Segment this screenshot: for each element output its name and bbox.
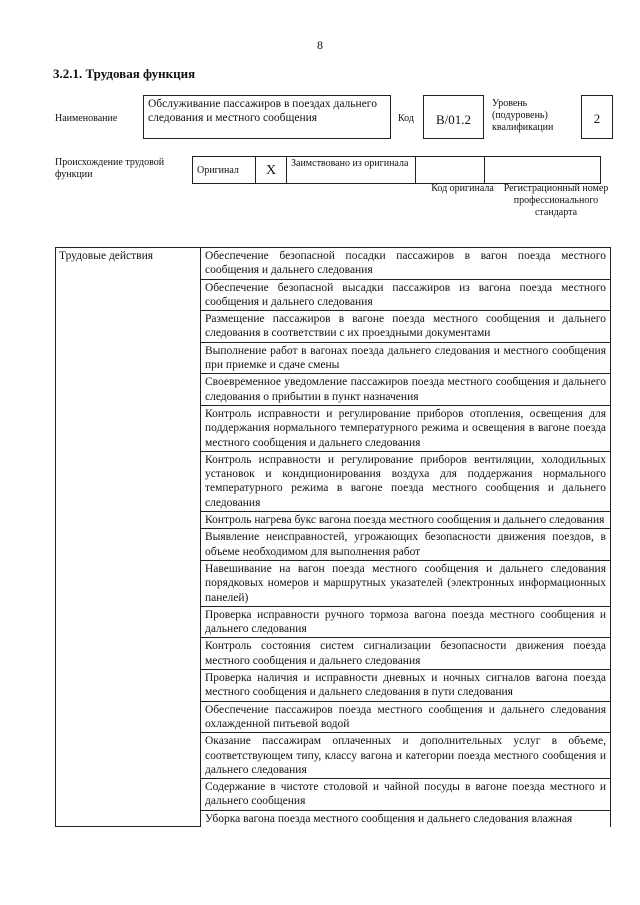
- code-box: [423, 95, 484, 139]
- action-item: Выявление неисправностей, угрожающих безопасности движения поездов, в объеме необходимом для выполнения работ: [201, 529, 611, 561]
- function-name-value: Обслуживание пассажиров в поездах дальнего следования и местного сообщения: [148, 98, 377, 124]
- action-item: Контроль состояния систем сигнализации безопасности движения поезда местного сообщения и дальнего следования: [201, 638, 611, 670]
- level-label: [492, 98, 553, 134]
- action-item: Контроль исправности и регулирование приборов отопления, освещения для поддержания нормального температурного режима и освещения в вагоне поезда местного сообщения и дальнего следования: [201, 405, 611, 451]
- level-label-line-3: квалификации: [492, 122, 554, 133]
- section-title: 3.2.1. Трудовая функция: [53, 66, 196, 81]
- action-row: [56, 248, 611, 280]
- action-item: Обеспечение безопасной посадки пассажиров в вагон поезда местного сообщения и дальнего следования: [201, 248, 611, 280]
- action-item: Выполнение работ в вагонах поезда дальнего следования и местного сообщения при приемке и сдаче смены: [201, 342, 611, 374]
- code-of-original-caption: Код оригинала: [431, 183, 494, 194]
- function-name-box: [143, 95, 391, 139]
- action-item: Контроль нагрева букс вагона поезда местного сообщения и дальнего следования: [201, 512, 611, 529]
- action-item: Проверка исправности ручного тормоза вагона поезда местного сообщения и дальнего следования: [201, 606, 611, 638]
- action-item: Размещение пассажиров в вагоне поезда местного сообщения и дальнего следования в соответствии с их проездными документами: [201, 311, 611, 343]
- level-value: 2: [593, 111, 601, 126]
- registration-number-cell: [485, 157, 601, 184]
- action-item: Уборка вагона поезда местного сообщения и дальнего следования влажная: [201, 810, 611, 827]
- level-label-line-2: (подуровень): [492, 110, 548, 121]
- code-value: В/01.2: [435, 112, 472, 127]
- original-cell: Оригинал: [193, 157, 256, 184]
- action-item: Обеспечение пассажиров поезда местного сообщения и дальнего следования охлажденной питьевой водой: [201, 701, 611, 733]
- origin-label-line-2: функции: [55, 169, 93, 180]
- origin-label: [55, 157, 164, 181]
- original-mark: X: [256, 157, 287, 184]
- origin-table: [192, 156, 601, 184]
- level-box: [581, 95, 613, 139]
- registration-number-caption: Регистрационный номер профессионального стандарта: [503, 183, 609, 218]
- original-code-cell: [416, 157, 485, 184]
- action-item: Своевременное уведомление пассажиров поезда местного сообщения и дальнего следования о прибытии в пункт назначения: [201, 374, 611, 406]
- action-item: Контроль исправности и регулирование приборов вентиляции, холодильных установок и кондиционирования воздуха для поддержания нормального температурного режима в вагоне поезда местного сообщения и дальнего следования: [201, 451, 611, 511]
- action-item: Оказание пассажирам оплаченных и дополнительных услуг в объеме, соответствующем типу, классу вагона и категории поезда местного сообщения и дальнего следования: [201, 733, 611, 779]
- name-label: Наименование: [55, 113, 118, 124]
- action-item: Навешивание на вагон поезда местного сообщения и дальнего следования порядковых номеров и маршрутных указателей (электронных информационных панелей): [201, 560, 611, 606]
- action-item: Проверка наличия и исправности дневных и ночных сигналов вагона поезда местного сообщения и дальнего следования в пути следования: [201, 670, 611, 702]
- origin-label-line-1: Происхождение трудовой: [55, 157, 165, 168]
- actions-header: Трудовые действия: [56, 248, 201, 827]
- level-label-line-1: Уровень: [492, 98, 528, 109]
- borrowed-cell: Заимствовано из оригинала: [287, 157, 416, 184]
- action-item: Обеспечение безопасной высадки пассажиров из вагона поезда местного сообщения и дальнего следования: [201, 279, 611, 311]
- action-item: Содержание в чистоте столовой и чайной посуды в вагоне поезда местного и дальнего сообщения: [201, 779, 611, 811]
- labor-actions-table: [55, 247, 611, 827]
- code-label: Код: [398, 113, 414, 124]
- page-number: 8: [317, 38, 323, 52]
